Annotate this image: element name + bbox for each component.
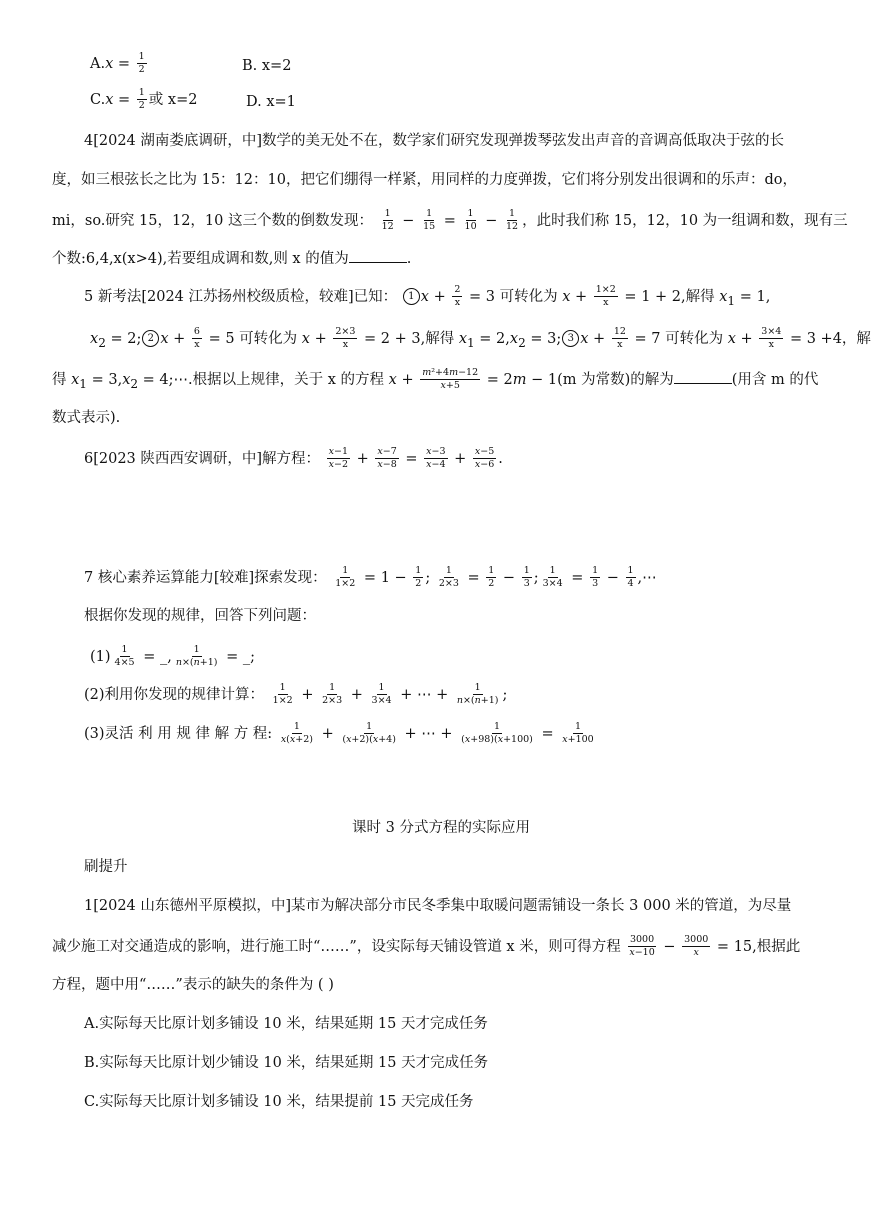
q5-text: 解得: [425, 330, 455, 347]
circle-1-icon: 1: [403, 288, 420, 305]
q7-prompt: 根据你发现的规律，回答下列问题：: [84, 608, 316, 624]
answer-blank[interactable]: [674, 371, 732, 384]
q5-lead: 5 新考法[2024 江苏扬州校级质检，较难]已知：: [84, 288, 398, 305]
section-subtitle: 刷提升: [84, 859, 128, 875]
q7-lead: 7 核心素养运算能力[较难]探索发现：: [84, 569, 327, 586]
q5-text: 解得: [685, 288, 715, 305]
circle-3-icon: 3: [562, 330, 579, 347]
option-c-or: 或 x=2: [148, 91, 198, 108]
q1-line3: 方程，题中用“……”表示的缺失的条件为 ( ): [52, 977, 334, 993]
q7-part1: (1) $\frac{1}{4\times 5}$ = _, $\frac{1}{n\times(n+1)}$ = _;: [90, 644, 255, 669]
q5-text: 可转化为: [499, 288, 558, 305]
circle-2-icon: 2: [142, 330, 159, 347]
q7-part3-label: (3)灵活 利 用 规 律 解 方 程:: [84, 725, 273, 742]
q5-text: 得: [52, 371, 67, 388]
q7-part1-label: (1): [90, 648, 111, 665]
q1-line1: 1[2024 山东德州平原模拟，中]某市为解决部分市民冬季集中取暖问题需铺设一条长 3 000 米的管道，为尽量: [84, 898, 792, 914]
q4-line1: 4[2024 湖南娄底调研，中]数学的美无处不在，数学家们研究发现弹拨琴弦发出声音的音调高低取决于弦的长: [84, 133, 785, 149]
option-c-label: C.: [90, 91, 106, 108]
q1-line2: 减少施工对交通造成的影响，进行施工时“……”，设实际每天铺设管道 x 米，则可得方程 $\frac{3000}{x-10}$ − $\frac{3000}{x}$ = 15,根据此: [52, 934, 801, 959]
option-c: C.x = $\frac{1}{2}$ 或 x=2: [90, 87, 198, 112]
q5-text: (m 为常数)的解为: [557, 371, 674, 388]
q5-text: 可转化为: [239, 330, 298, 347]
q1-line2-tail: 15,根据此: [733, 938, 801, 955]
q5-line3: 得 $x_1 = 3,x_2$ = 4;⋯.根据以上规律，关于 x 的方程 x + $\frac{\text{m²+4m−12}}{x+5}$ = 2m − 1(m 为常数)的解为 (用含 m 的代: [52, 367, 819, 392]
q7-part3: (3)灵活 利 用 规 律 解 方 程: $\frac{1}{x(x+2)}$ + $\frac{1}{(x+2)(x+4)}$ + ⋯ + $\frac{1}{(x+98)(x+100)}$ = $\frac{1}{x+100}$: [84, 721, 594, 746]
option-a: A.x = $\frac{1}{2}$: [90, 51, 145, 76]
q1-option-b: B.实际每天比原计划少铺设 10 米，结果延期 15 天才完成任务: [84, 1055, 489, 1071]
q6-lead: 6[2023 陕西西安调研，中]解方程：: [84, 450, 321, 467]
q6-line: 6[2023 陕西西安调研，中]解方程： $\frac{x-1}{x-2}$ + $\frac{x-7}{x-8}$ = $\frac{x-3}{x-4}$ + $\frac{x-5}{x-6}$ .: [84, 446, 503, 471]
q4-line3-tail: ，此时我们称 15，12，10 为一组调和数，现有三: [522, 212, 848, 229]
q5-text: 根据以上规律，关于 x 的方程: [192, 371, 385, 388]
q4-period: .: [406, 251, 412, 267]
q1-option-c: C.实际每天比原计划多铺设 10 米，结果提前 15 天完成任务: [84, 1094, 474, 1110]
q5-line1: 5 新考法[2024 江苏扬州校级质检，较难]已知： 1 x + $\frac{2}{x}$ = 3 可转化为 x + $\frac{1\times 2}{x}$ = 1 + 2,解得 $x_1 = 1$,: [84, 284, 771, 309]
section-title: 课时 3 分式方程的实际应用: [352, 820, 530, 836]
q1-option-a: A.实际每天比原计划多铺设 10 米，结果延期 15 天才完成任务: [84, 1016, 488, 1032]
q4-line4-text: 个数:6,4,x(x>4),若要组成调和数,则 x 的值为: [52, 251, 349, 267]
q7-part2-label: (2)利用你发现的规律计算：: [84, 686, 265, 703]
q5-text: 可转化为: [665, 330, 724, 347]
answer-blank[interactable]: [349, 250, 407, 263]
q7-line1: 7 核心素养运算能力[较难]探索发现： $\frac{1}{1\times 2}$ = 1 − $\frac{1}{2}$ ; $\frac{1}{2\times 3}$ = $\frac{1}{2}$ − $\frac{1}{3}$ ; $\frac{1}{3\times 4}$ = $\frac{1}{3}$ − $\frac{1}{4}$ ,⋯: [84, 565, 657, 590]
q5-line2: $x_2 = 2$; 2 x + $\frac{6}{x}$ = 5 可转化为 x + $\frac{2\times 3}{x}$ = 2 + 3,解得 $x_1 = 2,x_2 = 3$; 3 x + $\frac{12}{x}$ = 7 可转化为 x + $\frac{3\times 4}{x}$ = 3 +4，解: [90, 326, 871, 351]
q4-line4: [52, 250, 411, 268]
q7-part2: (2)利用你发现的规律计算： $\frac{1}{1\times 2}$ + $\frac{1}{2\times 3}$ + $\frac{1}{3\times 4}$ + ⋯ + $\frac{1}{n\times(n+1)}$ ;: [84, 682, 508, 707]
option-d: D. x=1: [246, 94, 296, 110]
q1-line2-text: 减少施工对交通造成的影响，进行施工时“……”，设实际每天铺设管道 x 米，则可得方程: [52, 938, 621, 955]
q5-line4: 数式表示).: [52, 410, 121, 426]
q5-text: ，解: [841, 330, 871, 347]
option-a-label: A.: [90, 55, 106, 72]
option-b: B. x=2: [242, 58, 292, 74]
q4-line3: mi，so.研究 15，12，10 这三个数的倒数发现： $\frac{1}{12}$ − $\frac{1}{15}$ = $\frac{1}{10}$ − $\frac{1}{12}$ ，此时我们称 15，12，10 为一组调和数，现有三: [52, 208, 848, 233]
q4-line3-text: mi，so.研究 15，12，10 这三个数的倒数发现：: [52, 212, 373, 229]
q5-text: (用含 m 的代: [731, 371, 819, 388]
q4-line2: 度，如三根弦长之比为 15：12：10，把它们绷得一样紧，用同样的力度弹拨，它们将分别发出很调和的乐声：do，: [52, 172, 797, 188]
